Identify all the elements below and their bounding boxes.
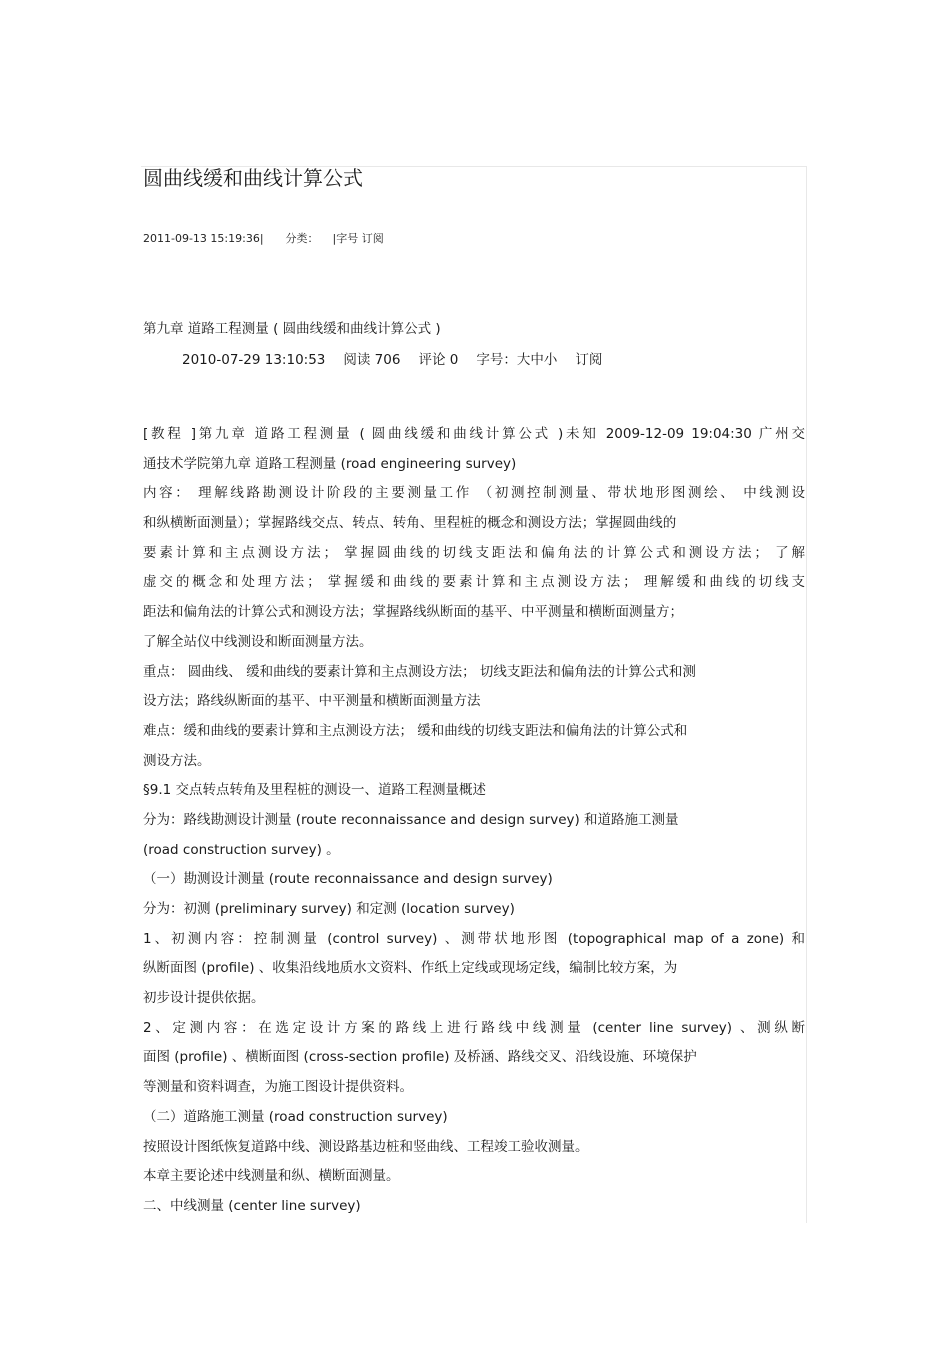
- article-meta: [143, 230, 384, 248]
- body-line: 要素计算和主点测设方法； 掌握圆曲线的切线支距法和偏角法的计算公式和测设方法； 了解: [143, 544, 805, 561]
- body-line: 和纵横断面测量）；掌握路线交点、转点、转角、里程桩的概念和测设方法；掌握圆曲线的: [143, 515, 677, 532]
- body-line: 测设方法。: [143, 752, 211, 769]
- body-line: 1、初测内容：控制测量 (control survey) 、测带状地形图 (topographical map of a zone) 和: [143, 930, 805, 947]
- body-line: 分为：路线勘测设计测量 (route reconnaissance and design survey) 和道路施工测量: [143, 811, 679, 828]
- body-line: 距法和偏角法的计算公式和测设方法；掌握路线纵断面的基平、中平测量和横断面测量方；: [143, 604, 683, 621]
- chapter-font-size[interactable]: 字号：大中小: [476, 352, 558, 368]
- body-line: (road construction survey) 。: [143, 841, 340, 858]
- chapter-reads: 阅读 706: [343, 352, 401, 368]
- body-line: （一）勘测设计测量 (route reconnaissance and design survey): [143, 871, 553, 888]
- body-line: 初步设计提供依据。: [143, 990, 265, 1007]
- meta-category[interactable]: 分类：: [285, 232, 319, 245]
- body-line: §9.1 交点转点转角及里程桩的测设一、道路工程测量概述: [143, 782, 487, 799]
- chapter-subscribe-link[interactable]: 订阅: [575, 352, 603, 368]
- body-line: 面图 (profile) 、横断面图 (cross-section profile) 及桥涵、路线交叉、沿线设施、环境保护: [143, 1049, 697, 1066]
- chapter-comments[interactable]: 评论 0: [418, 352, 459, 368]
- meta-subscribe-link[interactable]: 订阅: [361, 232, 384, 245]
- body-line: 内容： 理解线路勘测设计阶段的主要测量工作 （初测控制测量、带状地形图测绘、 中线测设: [143, 485, 805, 502]
- page-title: 圆曲线缓和曲线计算公式: [143, 166, 363, 190]
- article-body: [143, 420, 805, 1222]
- body-line: 难点：缓和曲线的要素计算和主点测设方法； 缓和曲线的切线支距法和偏角法的计算公式和: [143, 722, 688, 739]
- body-line: 虚交的概念和处理方法； 掌握缓和曲线的要素计算和主点测设方法； 理解缓和曲线的切线支: [143, 574, 805, 591]
- body-line: 按照设计图纸恢复道路中线、测设路基边桩和竖曲线、工程竣工验收测量。: [143, 1138, 589, 1155]
- body-line: 本章主要论述中线测量和纵、横断面测量。: [143, 1168, 400, 1185]
- chapter-datetime: 2010-07-29 13:10:53: [182, 352, 326, 368]
- chapter-meta: [182, 349, 620, 371]
- chapter-heading: 第九章 道路工程测量 ( 圆曲线缓和曲线计算公式 ): [143, 321, 441, 337]
- body-line: 重点： 圆曲线、 缓和曲线的要素计算和主点测设方法； 切线支距法和偏角法的计算公式和测: [143, 663, 696, 680]
- body-line: 分为：初测 (preliminary survey) 和定测 (location survey): [143, 901, 515, 917]
- body-line: （二）道路施工测量 (road construction survey): [143, 1108, 448, 1125]
- body-line: 通技术学院第九章 道路工程测量 (road engineering survey): [143, 455, 517, 472]
- meta-datetime: 2011-09-13 15:19:36|: [143, 232, 264, 245]
- body-line: 2、定测内容：在选定设计方案的路线上进行路线中线测量 (center line survey) 、测纵断: [143, 1019, 805, 1036]
- body-line: 二、中线测量 (center line survey): [143, 1197, 361, 1214]
- body-line: [教程 ]第九章 道路工程测量 ( 圆曲线缓和曲线计算公式 )未知 2009-12-09 19:04:30 广州交: [143, 426, 805, 442]
- body-line: 设方法；路线纵断面的基平、中平测量和横断面测量方法: [143, 693, 481, 710]
- body-line: 了解全站仪中线测设和断面测量方法。: [143, 633, 373, 650]
- body-line: 等测量和资料调查，为施工图设计提供资料。: [143, 1079, 413, 1096]
- meta-font-size[interactable]: |字号: [332, 232, 359, 245]
- body-line: 纵断面图 (profile) 、收集沿线地质水文资料、作纸上定线或现场定线，编制比较方案，为: [143, 960, 678, 977]
